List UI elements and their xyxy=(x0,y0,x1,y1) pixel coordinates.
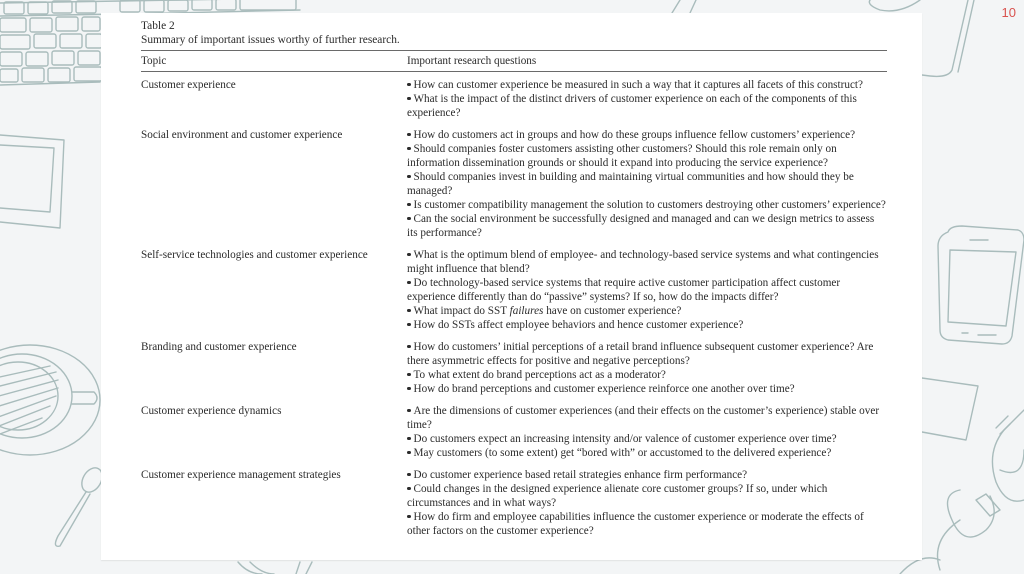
bullet-icon xyxy=(407,309,411,313)
research-question xyxy=(407,198,887,212)
document-panel xyxy=(101,13,922,560)
row-topic: Customer experience dynamics xyxy=(141,405,282,417)
question-text: Is customer compatibility management the solution to customers destroying other customers’ experience? xyxy=(413,199,886,211)
row-questions xyxy=(407,404,887,460)
row-topic: Customer experience management strategies xyxy=(141,469,341,481)
question-text: Do customers expect an increasing intensity and/or valence of customer experience over time? xyxy=(413,433,837,445)
bottom-cable-sketch-icon xyxy=(238,562,312,574)
research-question xyxy=(407,318,887,332)
header-topic: Topic xyxy=(141,55,167,67)
question-text: Do technology-based service systems that require active customer participation affect customer experience differently than do “passive” systems? If so, how do the impacts differ? xyxy=(407,277,841,303)
research-question xyxy=(407,432,887,446)
question-text: Are the dimensions of customer experiences (and their effects on the customer’s experience) stable over time? xyxy=(407,405,880,431)
research-question xyxy=(407,78,887,92)
question-text: May customers (to some extent) get “bored with” or accustomed to the delivered experience? xyxy=(413,447,832,459)
bullet-icon xyxy=(407,409,411,413)
research-question xyxy=(407,404,887,432)
bullet-icon xyxy=(407,437,411,441)
question-text: What is the optimum blend of employee- and technology-based service systems and what contingencies might influence that blend? xyxy=(407,249,879,275)
research-question xyxy=(407,170,887,198)
table-label: Table 2 xyxy=(141,20,175,32)
bullet-icon xyxy=(407,147,411,151)
research-question xyxy=(407,128,887,142)
question-text: How do brand perceptions and customer experience reinforce one another over time? xyxy=(413,383,795,395)
research-question xyxy=(407,340,887,368)
row-questions xyxy=(407,468,887,538)
question-text: To what extent do brand perceptions act as a moderator? xyxy=(413,369,666,381)
bullet-icon xyxy=(407,175,411,179)
header-questions: Important research questions xyxy=(407,55,537,67)
table-body xyxy=(141,78,887,538)
research-question xyxy=(407,368,887,382)
research-question xyxy=(407,382,887,396)
question-text: How do firm and employee capabilities influence the customer experience or moderate the effects of other factors on the customer experience? xyxy=(407,511,864,537)
bullet-icon xyxy=(407,473,411,477)
bullet-icon xyxy=(407,515,411,519)
notebook-sketch-icon xyxy=(922,378,978,440)
research-question xyxy=(407,212,887,240)
slide-page-number: 10 xyxy=(1001,5,1016,20)
bullet-icon xyxy=(407,281,411,285)
row-questions xyxy=(407,340,887,396)
row-questions xyxy=(407,78,887,120)
table-row xyxy=(141,404,887,460)
research-question xyxy=(407,92,887,120)
table-row xyxy=(141,128,887,240)
coffee-cup-sketch-icon xyxy=(0,345,100,455)
bullet-icon xyxy=(407,323,411,327)
row-questions xyxy=(407,128,887,240)
question-text: Could changes in the designed experience alienate core customer groups? If so, under which circumstances and in what ways? xyxy=(407,483,828,509)
question-text: What is the impact of the distinct drivers of customer experience on each of the components of this experience? xyxy=(407,93,857,119)
question-text: Should companies invest in building and maintaining virtual communities and how should they be managed? xyxy=(407,171,854,197)
question-text: How do SSTs affect employee behaviors and hence customer experience? xyxy=(413,319,744,331)
row-topic: Social environment and customer experience xyxy=(141,129,343,141)
research-question xyxy=(407,142,887,170)
row-topic: Branding and customer experience xyxy=(141,341,297,353)
table-header-row xyxy=(141,51,887,71)
table-row xyxy=(141,78,887,120)
research-question xyxy=(407,468,887,482)
question-text: How can customer experience be measured in such a way that it captures all facets of this construct? xyxy=(413,79,863,91)
research-question xyxy=(407,482,887,510)
tablet-sketch-icon xyxy=(0,135,64,228)
question-text: Should companies foster customers assisting other customers? Should this role remain only on information dissemination grounds or should it expand into producing the service experience? xyxy=(407,143,837,169)
question-text: How do customers’ initial perceptions of a retail brand influence subsequent customer experience? Are there asymmetric effects for positive and negative perceptions? xyxy=(407,341,874,367)
research-question xyxy=(407,248,887,276)
question-text: Can the social environment be successfully designed and managed and can we design metrics to assess its performance? xyxy=(407,213,875,239)
bullet-icon xyxy=(407,373,411,377)
research-question xyxy=(407,304,887,318)
research-table xyxy=(141,19,887,538)
table-row xyxy=(141,340,887,396)
table-header-rule xyxy=(141,71,887,72)
research-question xyxy=(407,510,887,538)
question-text: How do customers act in groups and how do these groups influence fellow customers’ experience? xyxy=(413,129,856,141)
bullet-icon xyxy=(407,83,411,87)
spoon-sketch-icon xyxy=(55,464,106,546)
row-topic: Self-service technologies and customer experience xyxy=(141,249,368,261)
table-caption: Summary of important issues worthy of further research. xyxy=(141,34,400,46)
phone-sketch-icon xyxy=(938,226,1024,344)
bullet-icon xyxy=(407,97,411,101)
research-question xyxy=(407,276,887,304)
row-questions xyxy=(407,248,887,332)
question-text: What impact do SST failures have on customer experience? xyxy=(413,305,682,317)
row-topic: Customer experience xyxy=(141,79,236,91)
bullet-icon xyxy=(407,133,411,137)
bullet-icon xyxy=(407,387,411,391)
bullet-icon xyxy=(407,451,411,455)
question-text: Do customer experience based retail strategies enhance firm performance? xyxy=(413,469,748,481)
bullet-icon xyxy=(407,345,411,349)
table-row xyxy=(141,468,887,538)
bullet-icon xyxy=(407,487,411,491)
bullet-icon xyxy=(407,203,411,207)
research-question xyxy=(407,446,887,460)
table-row xyxy=(141,248,887,332)
bullet-icon xyxy=(407,217,411,221)
bullet-icon xyxy=(407,253,411,257)
